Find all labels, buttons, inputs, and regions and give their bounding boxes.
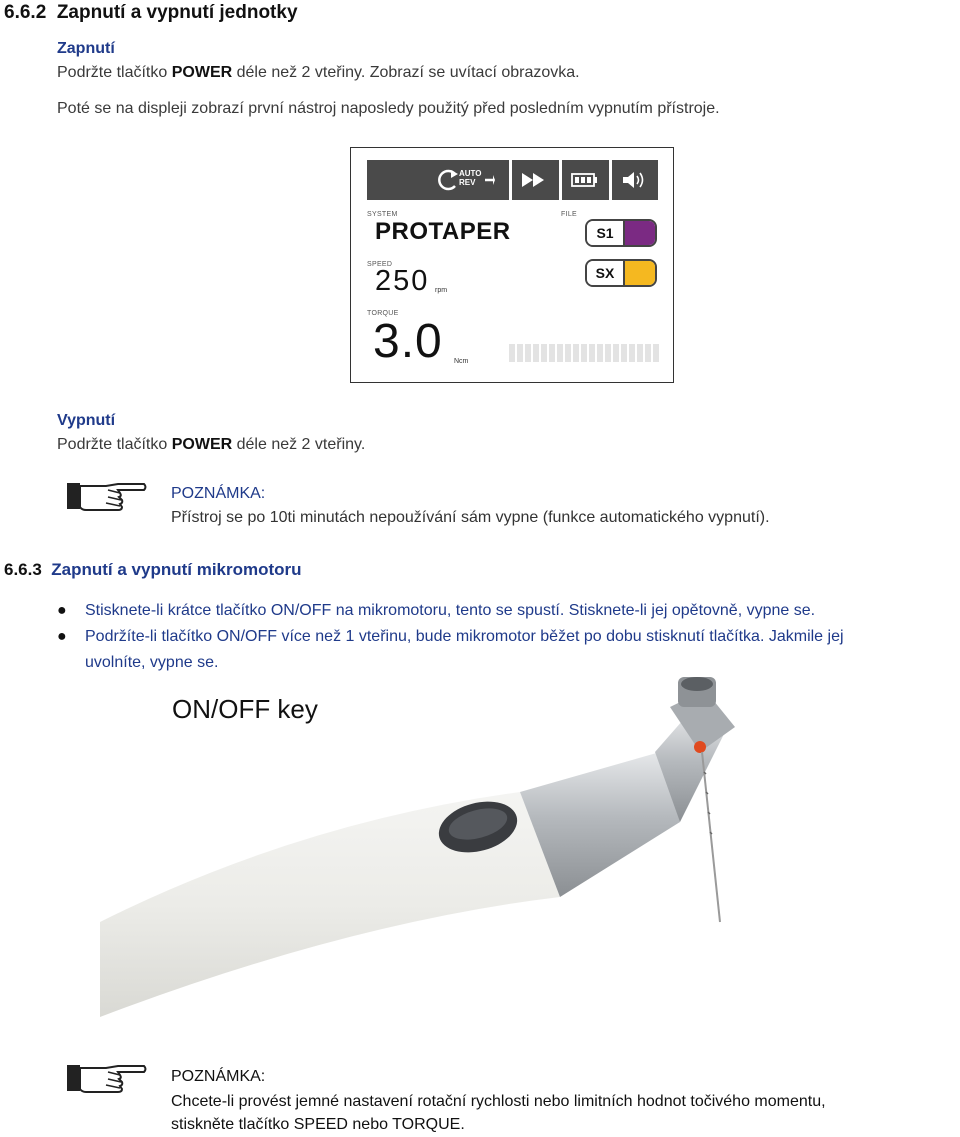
file-sx-button[interactable] [585,259,657,287]
torque-unit: Ncm [454,358,469,365]
note2-line2: stiskněte tlačítko SPEED nebo TORQUE. [171,1116,465,1133]
off-heading: Vypnutí [57,412,116,429]
section-662-heading: 6.6.2 Zapnutí a vypnutí jednotky [4,2,298,23]
micromotor-handpiece-image [100,672,960,1022]
section-663-heading: 6.6.3 Zapnutí a vypnutí mikromotoru [4,560,302,579]
file-sx-label: SX [587,261,623,285]
note1-text: Přístroj se po 10ti minutách nepoužívání sám vypne (funkce automatického vypnutí). [171,509,770,526]
on-off-key-label: ON/OFF key [172,694,318,724]
off-instruction: Podržte tlačítko POWER déle než 2 vteřiny. [57,436,366,453]
speed-unit: rpm [435,287,448,294]
display-topbar [367,160,658,200]
speed-label: SPEED [367,261,393,268]
pointing-hand-icon [66,480,148,514]
fast-forward-icon [522,172,548,188]
on-info: Poté se na displeji zobrazí první nástroj naposledy použitý před posledním vypnutím přístroje. [57,100,720,117]
system-label: SYSTEM [367,211,398,218]
file-s1-label: S1 [587,221,623,245]
on-heading: Zapnutí [57,40,115,57]
file-sx-color [623,261,657,285]
auto-rev-label: AUTO REV [459,169,482,187]
on-instruction: Podržte tlačítko POWER déle než 2 vteřiny. Zobrazí se uvítací obrazovka. [57,64,580,81]
torque-label: TORQUE [367,310,399,317]
note1-heading: POZNÁMKA: [171,485,266,502]
bullet-item-continuation: uvolníte, vypne se. [85,654,219,671]
bullet-list [57,598,957,676]
battery-icon [571,172,599,188]
torque-gauge [509,344,659,362]
system-value: PROTAPER [375,218,511,245]
auto-rev-arrow-icon [483,168,495,192]
bullet-item: ● Podržíte-li tlačítko ON/OFF více než 1 vteřinu, bude mikromotor běžet po dobu stisknutí tlačítka. Jakmile jej [57,628,844,645]
device-display [350,147,674,383]
pointing-hand-icon-2 [66,1062,148,1096]
note2-line1: Chcete-li provést jemné nastavení rotační rychlosti nebo limitních hodnot točivého momentu, [171,1093,826,1110]
torque-value: 3.0 [373,315,443,368]
file-s1-color [623,221,657,245]
speed-value: 250 [375,265,430,297]
file-label: FILE [561,211,577,218]
note2-heading: POZNÁMKA: [171,1068,266,1085]
auto-rev-icon [437,168,461,192]
file-s1-button[interactable] [585,219,657,247]
speaker-icon [621,169,647,191]
bullet-item: ● Stisknete-li krátce tlačítko ON/OFF na mikromotoru, tento se spustí. Stisknete-li jej opětovně, vypne se. [57,602,816,619]
